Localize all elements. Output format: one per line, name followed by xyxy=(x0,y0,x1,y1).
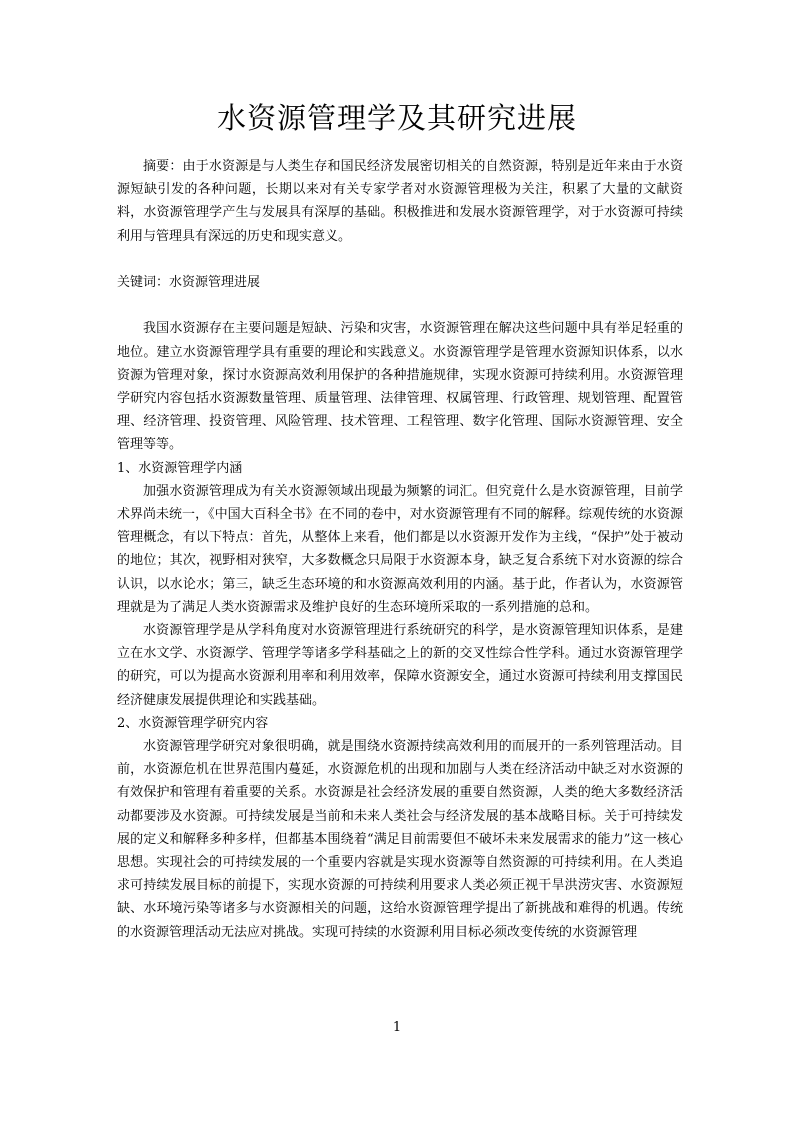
section-1-paragraph: 加强水资源管理成为有关水资源领域出现最为频繁的词汇。但究竟什么是水资源管理，目前学术界尚未统一，《中国大百科全书》在不同的卷中，对水资源管理有不同的解释。综观传统的水资源管理概念，有以下特点：首先，从整体上来看，他们都是以水资源开发作为主线，“保护”处于被动的地位；其次，视野相对狭窄，大多数概念只局限于水资源本身，缺乏复合系统下对水资源的综合认识，以水论水；第三，缺乏生态环境的和水资源高效利用的内涵。基于此，作者认为，水资源管理就是为了满足人类水资源需求及维护良好的生态环境所采取的一系列措施的总和。 xyxy=(117,483,683,615)
document-title: 水资源管理学及其研究进展 xyxy=(216,101,577,135)
document-body xyxy=(117,155,683,944)
blank-line xyxy=(117,248,683,271)
keywords-line: 关键词：水资源管理进展 xyxy=(117,275,261,290)
section-2-heading: 2、水资源管理学研究内容 xyxy=(117,715,269,731)
abstract-paragraph: 摘要：由于水资源是与人类生存和国民经济发展密切相关的自然资源，特别是近年来由于水资源短缺引发的各种问题，长期以来对有关专家学者对水资源管理极为关注，积累了大量的文献资料，水资源管理学产生与发展具有深厚的基础。积极推进和发展水资源管理学，对于水资源可持续利用与管理具有深远的历史和现实意义。 xyxy=(117,159,683,244)
section-2-paragraph: 水资源管理学研究对象很明确，就是围绕水资源持续高效利用的而展开的一系列管理活动。目前，水资源危机在世界范围内蔓延，水资源危机的出现和加剧与人类在经济活动中缺乏对水资源的有效保护和管理有着重要的关系。水资源是社会经济发展的重要自然资源，人类的绝大多数经济活动都要涉及水资源。可持续发展是当前和未来人类社会与经济发展的基本战略目标。关于可持续发展的定义和解释多种多样，但都基本围绕着“满足目前需要但不破坏未来发展需求的能力”这一核心思想。实现社会的可持续发展的一个重要内容就是实现水资源等自然资源的可持续利用。在人类追求可持续发展目标的前提下，实现水资源的可持续利用要求人类必须正视干旱洪涝灾害、水资源短缺、水环境污染等诸多与水资源相关的问题，这给水资源管理学提出了新挑战和难得的机遇。传统的水资源管理活动无法应对挑战。实现可持续的水资源利用目标必须改变传统的水资源管理 xyxy=(117,739,683,940)
blank-line xyxy=(117,294,683,317)
intro-paragraph: 我国水资源存在主要问题是短缺、污染和灾害，水资源管理在解决这些问题中具有举足轻重的地位。建立水资源管理学具有重要的理论和实践意义。水资源管理学是管理水资源知识体系，以水资源为管理对象，探讨水资源高效利用保护的各种措施规律，实现水资源可持续利用。水资源管理学研究内容包括水资源数量管理、质量管理、法律管理、权属管理、行政管理、规划管理、配置管理、经济管理、投资管理、风险管理、技术管理、工程管理、数字化管理、国际水资源管理、安全管理等等。 xyxy=(117,321,683,453)
section-1-heading: 1、水资源管理学内涵 xyxy=(117,460,243,476)
page-number: 1 xyxy=(392,1020,402,1035)
section-1-paragraph: 水资源管理学是从学科角度对水资源管理进行系统研究的科学，是水资源管理知识体系，是建立在水文学、水资源学、管理学等诸多学科基础之上的新的交叉性综合性学科。通过水资源管理学的研究，可以为提高水资源利用率和利用效率，保障水资源安全，通过水资源可持续利用支撑国民经济健康发展提供理论和实践基础。 xyxy=(117,623,683,708)
